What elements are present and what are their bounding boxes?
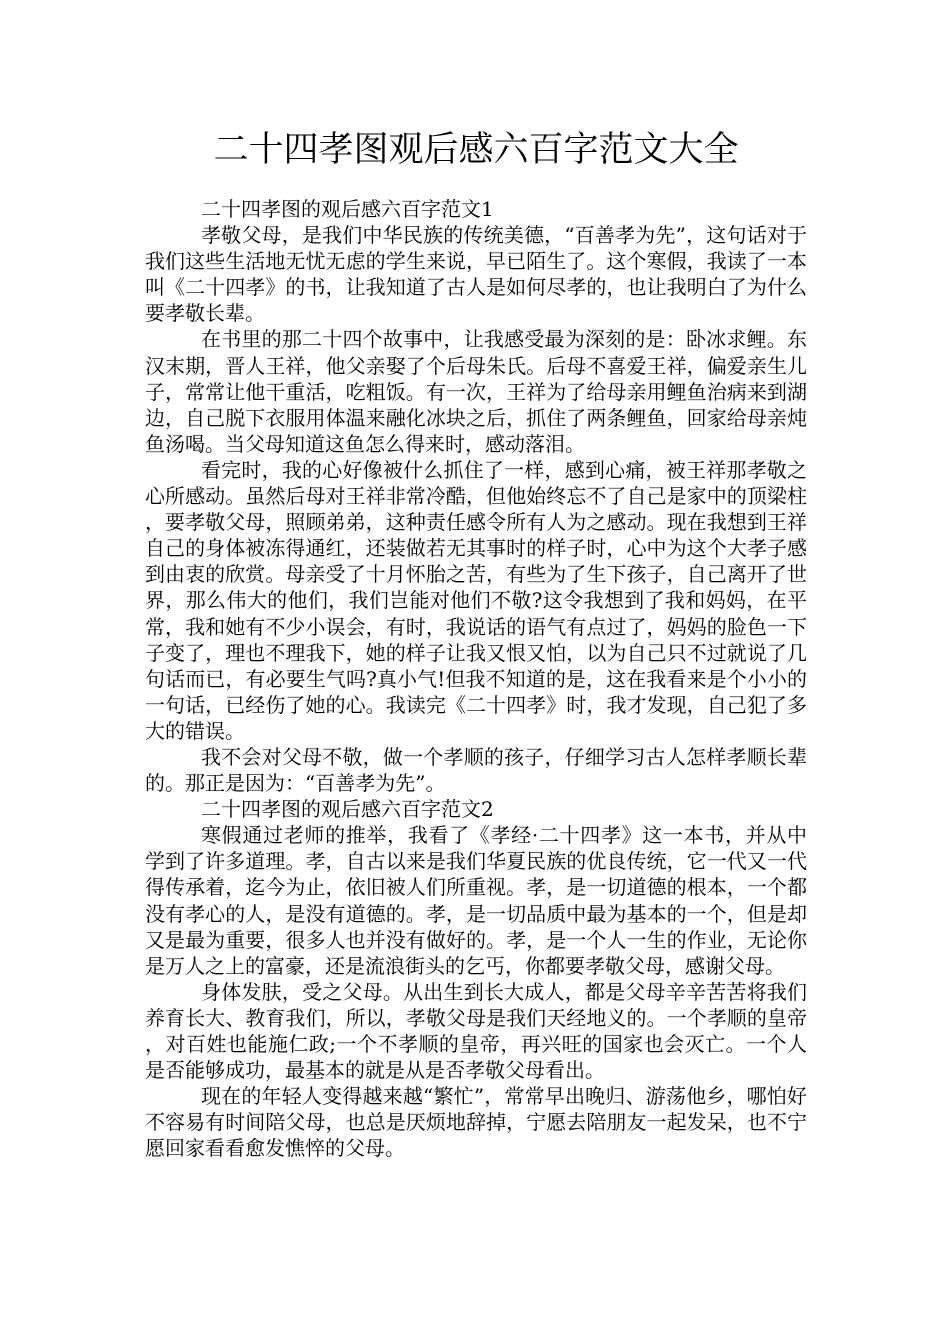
- body-paragraph: 在书里的那二十四个故事中，让我感受最为深刻的是：卧冰求鲤。东汉末期，晋人王祥，他父亲娶了个后母朱氏。后母不喜爱王祥，偏爱亲生儿子，常常让他干重活，吃粗饭。有一次，王祥为了给母亲用鲤鱼治病来到湖边，自己脱下衣服用体温来融化冰块之后，抓住了两条鲤鱼，回家给母亲炖鱼汤喝。当父母知道这鱼怎么得来时，感动落泪。: [145, 327, 807, 456]
- body-paragraph: 我不会对父母不敬，做一个孝顺的孩子，仔细学习古人怎样孝顺长辈的。那正是因为：“百善孝为先”。: [145, 744, 807, 796]
- body-paragraph: 看完时，我的心好像被什么抓住了一样，感到心痛，被王祥那孝敬之心所感动。虽然后母对王祥非常冷酷，但他始终忘不了自己是家中的顶梁柱，要孝敬父母，照顾弟弟，这种责任感令所有人为之感动。现在我想到王祥自己的身体被冻得通红，还装做若无其事时的样子时，心中为这个大孝子感到由衷的欣赏。母亲受了十月怀胎之苦，有些为了生下孩子，自己离开了世界，那么伟大的他们，我们岂能对他们不敬?这令我想到了我和妈妈，在平常，我和她有不少小误会，有时，我说话的语气有点过了，妈妈的脸色一下子变了，理也不理我下，她的样子让我又恨又怕，以为自己只不过就说了几句话而已，有必要生气吗?真小气!但我不知道的是，这在我看来是个小小的一句话，已经伤了她的心。我读完《二十四孝》时，我才发现，自己犯了多大的错误。: [145, 457, 807, 743]
- document-page: [145, 126, 807, 1161]
- body-paragraph: 孝敬父母，是我们中华民族的传统美德，“百善孝为先”，这句话对于我们这些生活地无忧无虑的学生来说，早已陌生了。这个寒假，我读了一本叫《二十四孝》的书，让我知道了古人是如何尽孝的，也让我明白了为什么要孝敬长辈。: [145, 223, 807, 326]
- body-paragraph: 寒假通过老师的推举，我看了《孝经·二十四孝》这一本书，并从中学到了许多道理。孝，自古以来是我们华夏民族的优良传统，它一代又一代得传承着，迄今为止，依旧被人们所重视。孝，是一切道德的根本，一个都没有孝心的人，是没有道德的。孝，是一切品质中最为基本的一个，但是却又是最为重要，很多人也并没有做好的。孝，是一个人一生的作业，无论你是万人之上的富豪，还是流浪街头的乞丐，你都要孝敬父母，感谢父母。: [145, 823, 807, 978]
- section-heading-1: 二十四孝图的观后感六百字范文1: [201, 197, 494, 221]
- document-body: [145, 196, 807, 1161]
- body-paragraph: 身体发肤，受之父母。从出生到长大成人，都是父母辛辛苦苦将我们养育长大、教育我们，所以，孝敬父母是我们天经地义的。一个孝顺的皇帝，对百姓也能施仁政;一个不孝顺的皇帝，再兴旺的国家也会灭亡。一个人是否能够成功，最基本的就是从是否孝敬父母看出。: [145, 979, 807, 1083]
- body-paragraph: 现在的年轻人变得越来越“繁忙”，常常早出晚归、游荡他乡，哪怕好不容易有时间陪父母，也总是厌烦地辞掉，宁愿去陪朋友一起发呆，也不宁愿回家看看愈发憔悴的父母。: [145, 1084, 807, 1161]
- section-heading-2: 二十四孝图的观后感六百字范文2: [201, 797, 494, 822]
- document-title: 二十四孝图观后感六百字范文大全: [213, 130, 739, 170]
